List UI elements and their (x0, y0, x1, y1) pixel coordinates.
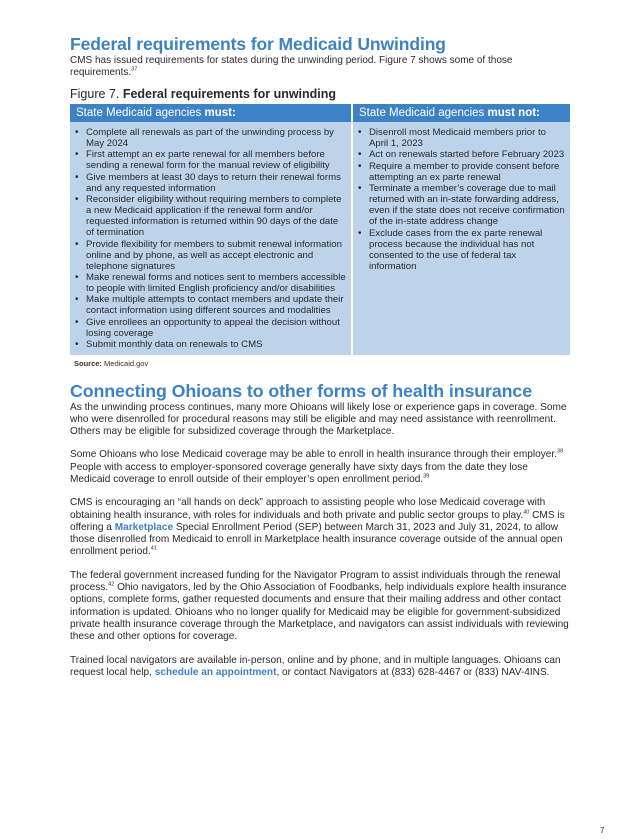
list-item: • Submit monthly data on renewals to CMS (73, 339, 347, 350)
section-heading-connecting-ohioans: Connecting Ohioans to other forms of health insurance (70, 380, 532, 401)
paragraph: The federal government increased funding for the Navigator Program to assist individuals through the renewal process.$^{42}$ Ohio navigators, led by the Ohio Association of Foodbanks, help individuals explore health insurance options, complete forms, gather requested documents and ensure that their mailing address and other contact information is updated. Ohioans who no longer qualify for Medicaid may be eligible for government-subsidized private health insurance coverage through the Marketplace, and navigators can assist individuals with reviewing these and other options for coverage. (70, 569, 569, 643)
requirements-table (70, 104, 570, 355)
section-intro: CMS has issued requirements for states during the unwinding period. Figure 7 shows some of those requirements.$^{37}$ (70, 55, 513, 78)
column-header-must: State Medicaid agencies must: (70, 104, 352, 122)
column-header-must-not: State Medicaid agencies must not: (352, 104, 570, 122)
footnote-ref: 41 (150, 546, 157, 553)
must-cell (70, 122, 352, 355)
list-item: • Disenroll most Medicaid members prior to April 1, 2023 (356, 127, 566, 149)
list-item: • Complete all renewals as part of the unwinding process by May 2024 (73, 127, 347, 149)
page-content (70, 34, 570, 690)
footnote-ref: 40 (523, 509, 530, 516)
footnote-ref: 38 (557, 449, 564, 456)
figure-source (74, 359, 570, 368)
list-item: • Require a member to provide consent before attempting an ex parte renewal (356, 161, 566, 183)
must-not-list (356, 127, 566, 272)
list-item: • Reconsider eligibility without requiring members to complete a new Medicaid application if the renewal form and/or requested information is returned within 90 days of the date of termination (73, 194, 347, 238)
paragraph: As the unwinding process continues, many more Ohioans will likely lose or experience gaps in coverage. Some who were disenrolled for procedural reasons may still be eligible and may need assistance with reenrollment. Others may be eligible for subsidized coverage through the Marketplace. (70, 401, 567, 438)
paragraph: Trained local navigators are available in-person, online and by phone, and in multiple languages. Ohioans can request local help, schedule an appointment, or contact Navigators at (833) 628-4467 or (833) NAV-4INS. (70, 654, 561, 678)
list-item: • Make renewal forms and notices sent to members accessible to people with limited English proficiency and/or disabilities (73, 272, 347, 294)
paragraph: CMS is encouraging an “all hands on deck” approach to assisting people who lose Medicaid coverage with obtaining health insurance, with roles for individuals and both private and public sector groups to play.$^{40}$ CMS is offering a Marketplace Special Enrollment Period (SEP) between March 31, 2023 and July 31, 2024, to allow those disenrolled from Medicaid to enroll in Marketplace health insurance coverage outside of the annual open enrollment period.$^{41}$ (70, 497, 565, 558)
page-number: 7 (600, 826, 605, 835)
paragraph: Some Ohioans who lose Medicaid coverage may be able to enroll in health insurance through their employer.$^{38}$ People with access to employer-sponsored coverage generally have sixty days from the date they lose Medicaid coverage to enroll outside of their employer’s open enrollment period.$^{39}$ (70, 449, 564, 485)
list-item: • Make multiple attempts to contact members and update their contact information using different sources and modalities (73, 294, 347, 316)
source-label: Source: (74, 358, 102, 368)
figure-title (70, 87, 570, 101)
section-heading-federal-requirements: Federal requirements for Medicaid Unwinding (70, 34, 446, 54)
must-not-cell (352, 122, 570, 355)
footnote-ref: 39 (423, 473, 430, 480)
figure-title-text: Federal requirements for unwinding (122, 87, 337, 101)
list-item: • Terminate a member’s coverage due to mail returned with an in-state forwarding address, even if the state does not receive confirmation of the in-state address change (356, 183, 566, 227)
schedule-appointment-link[interactable]: schedule an appointment (154, 666, 277, 678)
source-text: Medicaid.gov (104, 358, 149, 368)
list-item: • Give enrollees an opportunity to appeal the decision without losing coverage (73, 317, 347, 339)
figure-label: Figure 7. (70, 87, 120, 101)
list-item: • Provide flexibility for members to submit renewal information online and by phone, as well as accept electronic and telephone signatures (73, 239, 347, 272)
list-item: • Exclude cases from the ex parte renewal process because the individual has not consented to the use of federal tax information (356, 228, 566, 272)
list-item: • Act on renewals started before February 2023 (356, 149, 566, 160)
list-item: • First attempt an ex parte renewal for all members before sending a renewal form for the manual review of eligibility (73, 149, 347, 171)
must-list (73, 127, 347, 350)
footnote-ref: 42 (108, 581, 115, 588)
list-item: • Give members at least 30 days to return their renewal forms and any requested information (73, 172, 347, 194)
marketplace-link[interactable]: Marketplace (114, 521, 174, 533)
footnote-ref: 37 (131, 66, 138, 73)
